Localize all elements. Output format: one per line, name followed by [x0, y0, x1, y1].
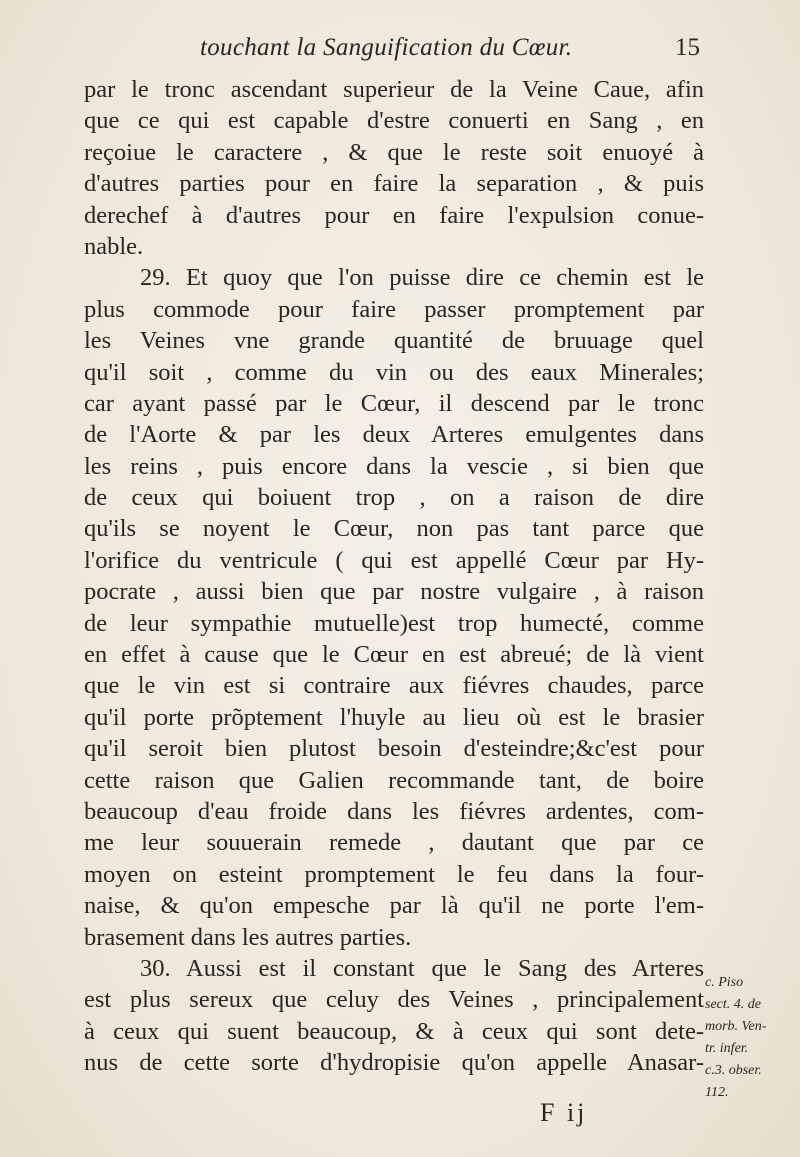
text-line: pocrate , aussi bien que par nostre vulgaire , à raison — [84, 578, 704, 606]
margin-note-line: morb. Ven- — [705, 1019, 767, 1034]
text-line: cette raison que Galien recommande tant, de boire — [84, 766, 704, 794]
text-line: naise, & qu'on empesche par là qu'il ne porte l'em- — [84, 892, 704, 920]
text-line: derechef à d'autres pour en faire l'expulsion conue- — [84, 201, 704, 229]
page-header — [200, 34, 700, 64]
text-line: moyen on esteint promptement le feu dans la four- — [84, 860, 704, 888]
text-line: qu'il soit , comme du vin ou des eaux Minerales; — [84, 358, 704, 386]
text-line: les reins , puis encore dans la vescie , si bien que — [84, 452, 704, 480]
running-title: touchant la Sanguification du Cœur. — [200, 34, 573, 61]
text-line: nable. — [84, 232, 144, 260]
text-line: de l'Aorte & par les deux Arteres emulgentes dans — [84, 421, 704, 449]
text-line: les Veines vne grande quantité de bruuage quel — [84, 327, 704, 355]
paragraph-30-start: 30. Aussi est il constant que le Sang des Arteres — [140, 954, 704, 982]
text-line: qu'ils se noyent le Cœur, non pas tant parce que — [84, 515, 704, 543]
text-line: nus de cette sorte d'hydropisie qu'on appelle Anasar- — [84, 1049, 704, 1077]
text-line: beaucoup d'eau froide dans les fiévres ardentes, com- — [84, 797, 704, 825]
text-line: est plus sereux que celuy des Veines , principalement — [84, 986, 704, 1014]
text-line: que le vin est si contraire aux fiévres chaudes, parce — [84, 672, 704, 700]
text-line: de leur sympathie mutuelle)est trop humecté, comme — [84, 609, 704, 637]
margin-note-line: 112. — [705, 1085, 729, 1100]
margin-note-line: c.3. obser. — [705, 1063, 762, 1078]
signature-mark: F ij — [540, 1098, 588, 1127]
text-line: par le tronc ascendant superieur de la Veine Caue, afin — [84, 76, 704, 103]
text-line: reçoiue le caractere , & que le reste soit enuoyé à — [84, 138, 704, 166]
text-line: l'orifice du ventricule ( qui est appellé Cœur par Hy- — [84, 546, 704, 574]
page-number: 15 — [675, 34, 700, 61]
text-line: que ce qui est capable d'estre conuerti en Sang , en — [84, 107, 704, 135]
text-line: de ceux qui boiuent trop , on a raison de dire — [84, 484, 704, 512]
text-line: plus commode pour faire passer promptement par — [84, 295, 704, 323]
text-line: car ayant passé par le Cœur, il descend par le tronc — [84, 389, 704, 417]
text-line: me leur souuerain remede , dautant que par ce — [84, 829, 704, 857]
paragraph-29-start: 29. Et quoy que l'on puisse dire ce chemin est le — [140, 264, 704, 292]
body-text — [84, 74, 704, 1079]
margin-note-line: c. Piso — [705, 975, 744, 990]
text-line: brasement dans les autres parties. — [84, 923, 412, 951]
text-line: d'autres parties pour en faire la separation , & puis — [84, 170, 704, 198]
text-line: à ceux qui suent beaucoup, & à ceux qui sont dete- — [84, 1017, 704, 1045]
text-line: qu'il porte prõptement l'huyle au lieu où est le brasier — [84, 703, 704, 731]
margin-note-line: sect. 4. de — [705, 997, 761, 1012]
margin-note — [705, 972, 795, 1104]
margin-note-line: tr. infer. — [705, 1041, 749, 1056]
text-line: en effet à cause que le Cœur en est abreué; de là vient — [84, 641, 704, 669]
text-line: qu'il seroit bien plutost besoin d'esteindre;&c'est pour — [84, 735, 704, 763]
